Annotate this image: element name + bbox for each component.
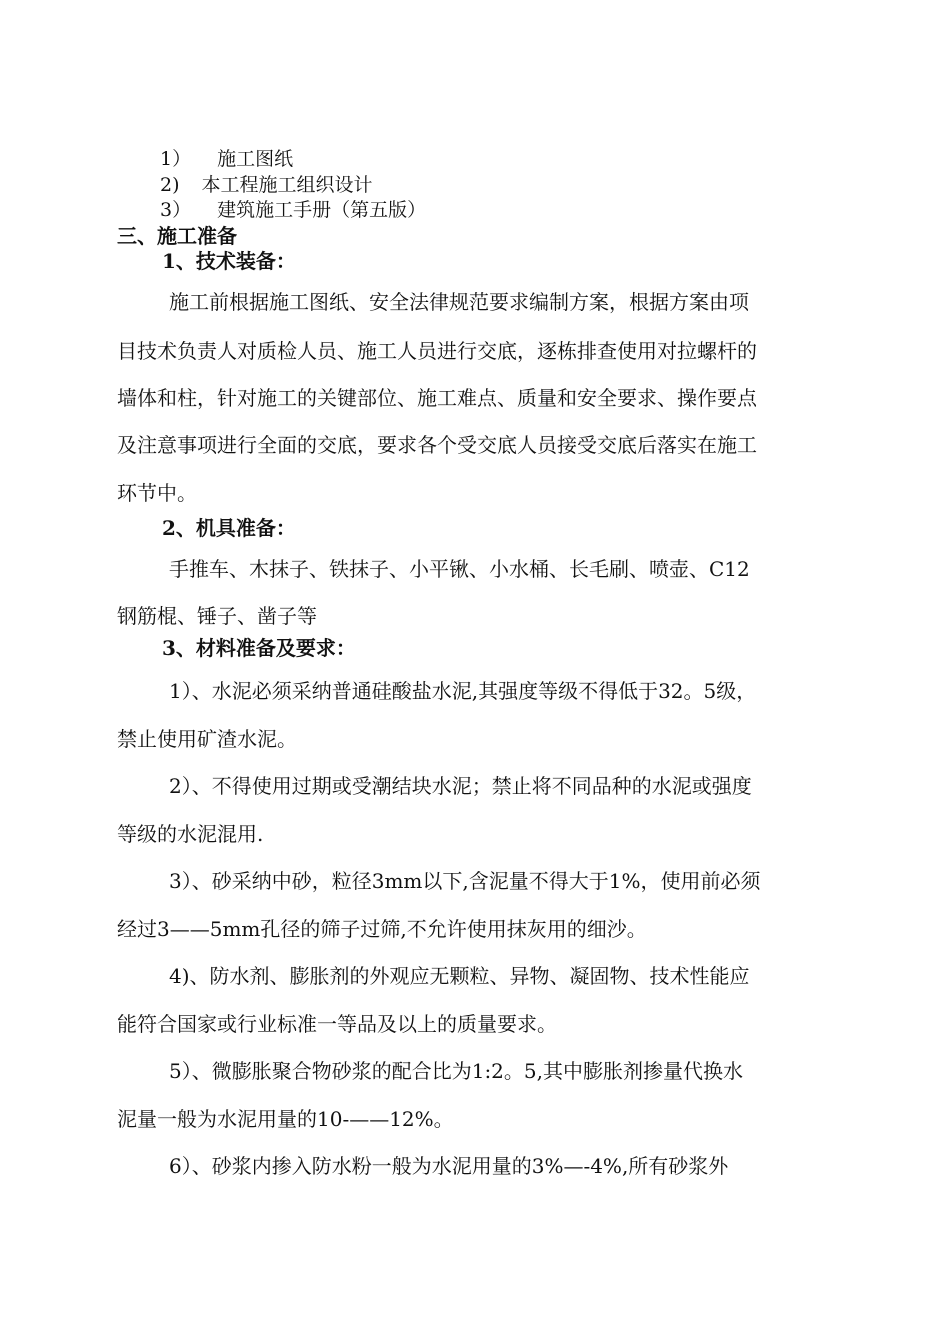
subsection-heading-materials: 3、材料准备及要求： (162, 636, 356, 660)
material-item-line: 4)、防水剂、膨胀剂的外观应无颗粒、异物、凝固物、技术性能应 (169, 964, 750, 988)
reference-item (160, 199, 426, 221)
material-item-line: 1）、水泥必须采纳普通硅酸盐水泥,其强度等级不得低于32。5级， (169, 679, 757, 703)
section-heading: 三、施工准备 (117, 224, 237, 248)
paragraph-line: 墙体和柱，针对施工的关键部位、施工难点、质量和安全要求、操作要点 (117, 386, 757, 410)
reference-item (160, 174, 373, 196)
material-item-line: 3）、砂采纳中砂，粒径3mm以下,含泥量不得大于1%，使用前必须 (169, 869, 761, 893)
reference-item (160, 148, 293, 170)
reference-number: 3） (160, 199, 192, 221)
material-item-line: 等级的水泥混用. (117, 822, 264, 846)
paragraph-line: 施工前根据施工图纸、安全法律规范要求编制方案，根据方案由项 (169, 290, 749, 314)
paragraph-line: 及注意事项进行全面的交底，要求各个受交底人员接受交底后落实在施工 (117, 433, 757, 457)
reference-text: 施工图纸 (217, 148, 294, 170)
paragraph-line: 环节中。 (117, 481, 197, 505)
reference-text: 本工程施工组织设计 (201, 174, 373, 196)
reference-text: 建筑施工手册（第五版） (217, 199, 427, 221)
paragraph-line: 钢筋棍、锤子、凿子等 (117, 604, 317, 628)
subsection-heading-tools: 2、机具准备： (162, 516, 296, 540)
reference-number: 2) (160, 174, 180, 196)
material-item-line: 能符合国家或行业标准一等品及以上的质量要求。 (117, 1012, 557, 1036)
material-item-line: 经过3——5mm孔径的筛子过筛,不允许使用抹灰用的细沙。 (117, 917, 647, 941)
material-item-line: 禁止使用矿渣水泥。 (117, 727, 297, 751)
paragraph-line: 目技术负责人对质检人员、施工人员进行交底，逐栋排查使用对拉螺杆的 (117, 339, 757, 363)
material-item-line: 5）、微膨胀聚合物砂浆的配合比为1:2。5,其中膨胀剂掺量代换水 (169, 1059, 743, 1083)
material-item-line: 6）、砂浆内掺入防水粉一般为水泥用量的3%—-4%,所有砂浆外 (169, 1154, 729, 1178)
subsection-heading-tech: 1、技术装备： (162, 249, 296, 273)
paragraph-line: 手推车、木抹子、铁抹子、小平锹、小水桶、长毛刷、喷壶、C12 (169, 557, 750, 581)
material-item-line: 泥量一般为水泥用量的10-——12%。 (117, 1107, 454, 1131)
reference-number: 1） (160, 148, 192, 170)
material-item-line: 2）、不得使用过期或受潮结块水泥；禁止将不同品种的水泥或强度 (169, 774, 752, 798)
